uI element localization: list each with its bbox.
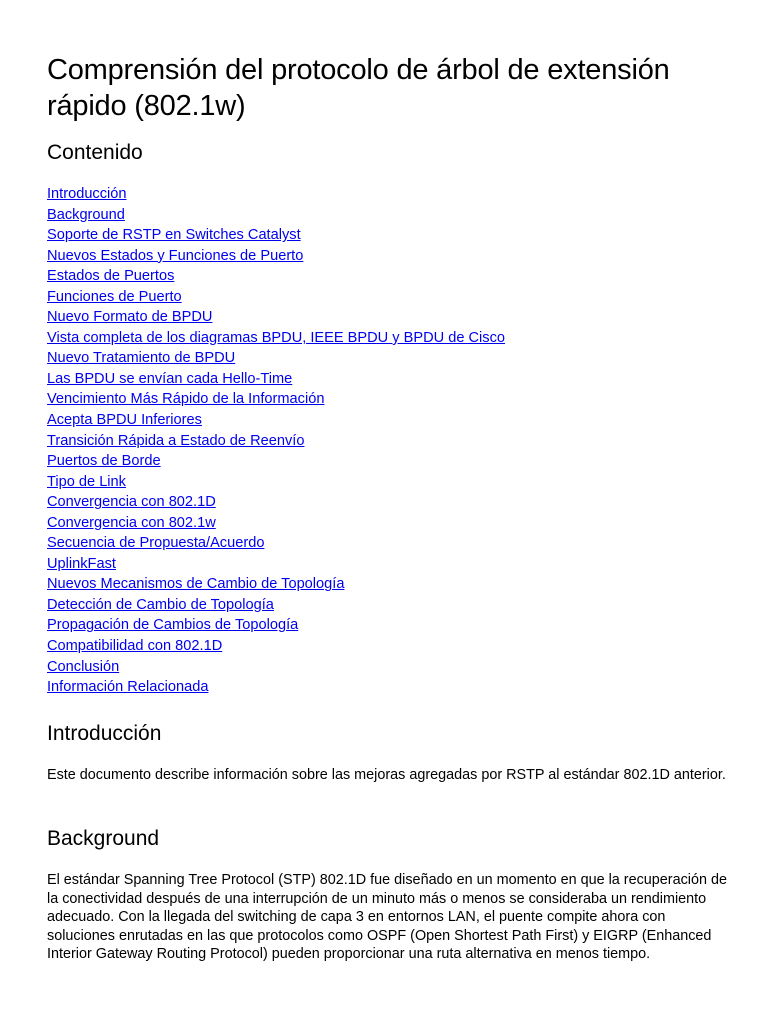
- toc-heading: Contenido: [47, 141, 143, 164]
- toc-item: [47, 615, 505, 636]
- toc-item: [47, 287, 505, 308]
- toc-link-compatibilidad[interactable]: Compatibilidad con 802.1D: [47, 638, 223, 655]
- toc-link-funciones-puerto[interactable]: Funciones de Puerto: [47, 288, 182, 305]
- toc-link-mecanismos-cambio[interactable]: Nuevos Mecanismos de Cambio de Topología: [47, 576, 345, 593]
- toc-link-nuevo-formato-bpdu[interactable]: Nuevo Formato de BPDU: [47, 309, 213, 326]
- toc-link-bpdu-inferiores[interactable]: Acepta BPDU Inferiores: [47, 412, 202, 429]
- toc-item: [47, 513, 505, 534]
- toc-link-convergencia-8021d[interactable]: Convergencia con 802.1D: [47, 494, 216, 511]
- toc-link-propagacion-cambios[interactable]: Propagación de Cambios de Topología: [47, 617, 299, 634]
- toc-link-background[interactable]: Background: [47, 206, 125, 223]
- toc-item: [47, 307, 505, 328]
- toc-link-conclusion[interactable]: Conclusión: [47, 658, 120, 675]
- toc-item: [47, 574, 505, 595]
- toc-item: [47, 636, 505, 657]
- toc-link-uplinkfast[interactable]: UplinkFast: [47, 555, 116, 572]
- toc-item: [47, 369, 505, 390]
- toc-link-vencimiento[interactable]: Vencimiento Más Rápido de la Información: [47, 391, 325, 408]
- toc-link-nuevo-tratamiento[interactable]: Nuevo Tratamiento de BPDU: [47, 350, 236, 367]
- section-heading-background: Background: [47, 827, 160, 850]
- toc-link-tipo-link[interactable]: Tipo de Link: [47, 473, 126, 490]
- toc-item: [47, 246, 505, 267]
- page-title: Comprensión del protocolo de árbol de extensión rápido (802.1w): [47, 54, 670, 122]
- toc-link-vista-completa[interactable]: Vista completa de los diagramas BPDU, IEEE BPDU y BPDU de Cisco: [47, 329, 505, 346]
- toc-link-introduccion[interactable]: Introducción: [47, 186, 127, 202]
- toc-item: [47, 410, 505, 431]
- toc-item: [47, 595, 505, 616]
- toc-link-deteccion-cambio[interactable]: Detección de Cambio de Topología: [47, 596, 274, 613]
- toc-item: [47, 657, 505, 678]
- toc-item: [47, 431, 505, 452]
- toc-link-informacion-relacionada[interactable]: Información Relacionada: [47, 679, 209, 696]
- toc-link-estados-puertos[interactable]: Estados de Puertos: [47, 268, 175, 285]
- toc-link-convergencia-8021w[interactable]: Convergencia con 802.1w: [47, 514, 216, 531]
- toc-link-propuesta-acuerdo[interactable]: Secuencia de Propuesta/Acuerdo: [47, 535, 265, 552]
- toc-item: [47, 225, 505, 246]
- toc-item: [47, 328, 505, 349]
- section-heading-introduccion: Introducción: [47, 722, 162, 745]
- toc-item: [47, 451, 505, 472]
- introduction-paragraph: Este documento describe información sobre las mejoras agregadas por RSTP al estándar 802.1D anterior.: [47, 767, 726, 783]
- toc-item: [47, 389, 505, 410]
- background-paragraph: El estándar Spanning Tree Protocol (STP) 802.1D fue diseñado en un momento en que la recuperación de la conectividad después de una interrupción de un minuto más o menos se consideraba un rendimiento adecuado. Con la llegada del switching de capa 3 en entornos LAN, el puente compite ahora con soluciones enrutadas en las que protocolos como OSPF (Open Shortest Path First) y EIGRP (Enhanced Interior Gateway Routing Protocol) pueden proporcionar una ruta alternativa en menos tiempo.: [47, 872, 727, 963]
- toc-link-soporte-rstp[interactable]: Soporte de RSTP en Switches Catalyst: [47, 227, 301, 244]
- toc-item: [47, 184, 505, 205]
- toc-item: [47, 472, 505, 493]
- toc-item: [47, 348, 505, 369]
- toc-item: [47, 677, 505, 698]
- toc-item: [47, 533, 505, 554]
- toc-link-hello-time[interactable]: Las BPDU se envían cada Hello-Time: [47, 370, 293, 387]
- table-of-contents: [47, 184, 505, 698]
- toc-item: [47, 554, 505, 575]
- toc-link-transicion-rapida[interactable]: Transición Rápida a Estado de Reenvío: [47, 432, 305, 449]
- toc-link-nuevos-estados[interactable]: Nuevos Estados y Funciones de Puerto: [47, 247, 304, 264]
- toc-item: [47, 492, 505, 513]
- toc-item: [47, 205, 505, 226]
- toc-item: [47, 266, 505, 287]
- toc-link-puertos-borde[interactable]: Puertos de Borde: [47, 453, 161, 470]
